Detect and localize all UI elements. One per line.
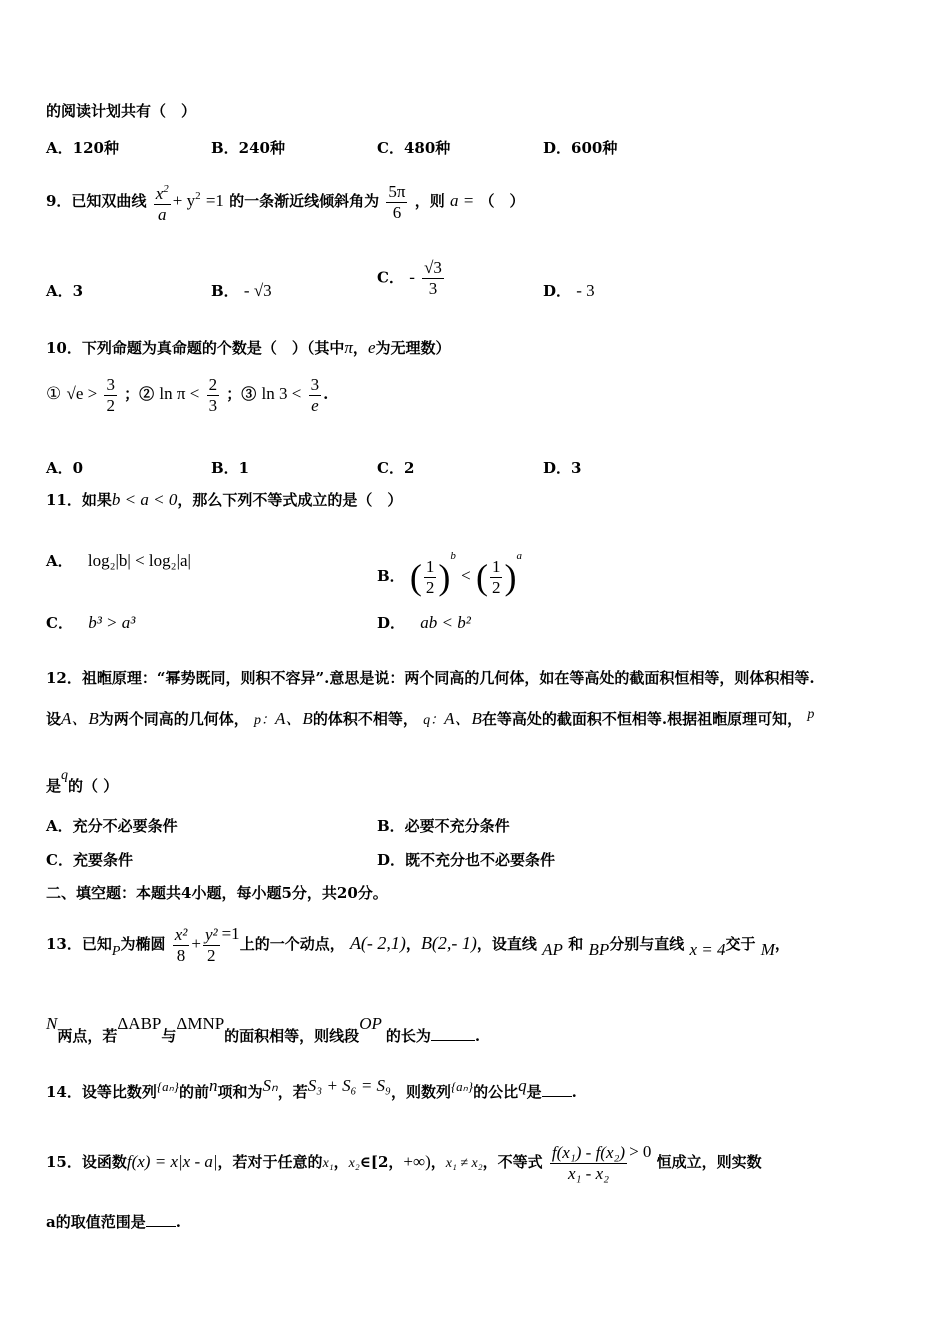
q11-stem	[46, 490, 402, 510]
q13-tri2: ΔMNP	[176, 1014, 225, 1033]
q12-option-c[interactable]: C．充要条件	[46, 851, 133, 869]
q13-d: ，设直线	[476, 935, 537, 953]
q10-p3-expr: ln 3 <	[261, 384, 302, 403]
q11-option-b-frac2	[490, 557, 503, 598]
q11-option-c-expr: b³ > a³	[88, 613, 136, 632]
q10-option-d[interactable]: D．3	[543, 459, 582, 477]
q9-eq-rest: + y	[172, 191, 196, 210]
q10-p2-num: 2	[208, 374, 218, 394]
q14-n: n	[208, 1076, 218, 1095]
q10-end: .	[323, 385, 329, 403]
q13-line2	[46, 1006, 480, 1054]
q10-p1-expr: √e >	[66, 384, 98, 403]
q14-seq-1: {aₙ}	[156, 1079, 179, 1094]
q15-frac-num: f(x₁) - f(x₂)	[551, 1142, 626, 1162]
q13-end: .	[474, 1027, 481, 1045]
q9-eq-den: a	[157, 205, 167, 224]
q13-frac2	[203, 925, 220, 966]
q13-frac1	[173, 925, 190, 966]
q9-eq-num: x	[155, 184, 164, 203]
q14-seq-2: {aₙ}	[450, 1079, 474, 1094]
q13-c: 上的一个动点，	[239, 935, 345, 953]
q13-h: ，	[774, 935, 790, 953]
q15-x1: x₁	[322, 1156, 334, 1171]
q13-point-b: B(2,- 1)	[420, 933, 477, 953]
q10-p2-den: 3	[208, 395, 218, 415]
q13-g: 交于	[725, 935, 756, 953]
q11-option-d-label: D．	[377, 614, 406, 632]
q8-option-a[interactable]: A．120种	[46, 139, 119, 157]
q11-option-a[interactable]	[46, 550, 191, 571]
q11-exp-a: a	[516, 550, 522, 562]
q15-neq: x₁ ≠ x₂	[445, 1156, 483, 1171]
q14-sn: Sₙ	[262, 1076, 278, 1095]
q13-eq: =1	[221, 924, 240, 943]
q10-p1-den: 2	[106, 395, 115, 415]
q15-gt: > 0	[629, 1142, 652, 1161]
q9-option-b[interactable]	[211, 280, 272, 301]
q11-option-b-label: B．	[377, 567, 405, 585]
q9-hyperbola-frac: $\frac{x^2}{a}$	[154, 179, 171, 225]
q9-stem: 9．已知双曲线 $\frac{x^2}{a}$ + $y^2 =1$ 的一条渐近线倾斜角为 $\frac{5\pi}{6}$ ，则 a = （ ）	[46, 176, 524, 225]
q13-i: 两点，若	[57, 1027, 118, 1045]
q13-e1-num: x²	[174, 924, 188, 944]
q9-option-a[interactable]: A．3	[46, 282, 84, 300]
q9-option-c-num: √3	[424, 258, 442, 277]
q15-f: ，不等式	[482, 1153, 543, 1171]
q9-option-c[interactable]	[377, 258, 446, 299]
q15-g: 恒成立，则实数	[656, 1153, 762, 1171]
q11-exp-b: b	[450, 550, 456, 562]
q9-option-c-den: 3	[428, 279, 438, 298]
q13-n: N	[46, 1014, 58, 1033]
q11-stem-b: ，那么下列不等式成立的是（ ）	[177, 491, 403, 509]
q15-line1	[46, 1124, 762, 1192]
q15-e: ，	[430, 1153, 446, 1171]
q13-bp: BP	[588, 940, 610, 959]
q8-option-c[interactable]: C．480种	[377, 139, 451, 157]
q9-angle-num: 5π	[388, 181, 406, 201]
section-2-heading: 二、填空题：本题共4小题，每小题5分，共20分。	[46, 884, 388, 902]
q13-op: OP	[359, 1014, 382, 1033]
q11-option-a-expr: log₂|b| < log₂|a|	[87, 551, 191, 570]
q11-option-a-label: A．	[46, 552, 73, 570]
q9-option-c-neg: -	[409, 267, 415, 287]
q9-eq-eq: =1	[205, 191, 224, 210]
q15-inf: +∞)	[403, 1152, 431, 1171]
q13-tri1: ΔABP	[117, 1014, 162, 1033]
q10-p1-frac	[104, 375, 117, 416]
q12-line3-a: 是	[46, 777, 62, 795]
q15-end: .	[175, 1213, 181, 1231]
q10-e: e	[367, 338, 376, 357]
q10-p3-frac	[309, 375, 322, 416]
q14-g: 是	[526, 1083, 542, 1101]
q9-option-c-frac	[422, 258, 444, 299]
q8-option-b[interactable]: B．240种	[211, 139, 285, 157]
q14-e: ，则数列	[390, 1083, 451, 1101]
q13-l: 的长为	[385, 1027, 431, 1045]
q14-f: 的公比	[473, 1083, 519, 1101]
q10-p3-num: 3	[310, 374, 320, 394]
q15-c: ，	[333, 1153, 349, 1171]
q12-line2-c: 的体积不相等，	[312, 710, 418, 728]
q10-p3-den: e	[311, 395, 319, 415]
q11-option-d[interactable]	[377, 612, 471, 633]
q13-comma: ，	[405, 935, 421, 953]
q9-angle-frac	[386, 182, 407, 223]
q14-a: 14．设等比数列	[46, 1083, 157, 1101]
q13-point-a: A(- 2,1)	[349, 933, 406, 953]
q11-option-b-lt: <	[461, 566, 471, 585]
q12-option-b[interactable]: B．必要不充分条件	[377, 817, 510, 835]
q15-x2: x₂	[348, 1156, 360, 1171]
q14-d: ，若	[277, 1083, 308, 1101]
q12-line2-d: 在等高处的截面积不恒相等.根据祖暅原理可知，	[481, 710, 803, 728]
q12-option-a[interactable]: A．充分不必要条件	[46, 817, 178, 835]
q14-eq: S₃ + S₆ = S₉	[307, 1076, 391, 1095]
q10-p2-expr: ln π <	[159, 384, 200, 403]
q11-option-c-label: C．	[46, 614, 73, 632]
q15-b: ，若对于任意的	[217, 1153, 323, 1171]
q13-f: 分别与直线	[609, 935, 685, 953]
q12-line3-b: 的（ ）	[68, 777, 119, 795]
q15-answer-blank[interactable]	[146, 1212, 176, 1227]
q11-stem-a: 11．如果	[46, 491, 112, 509]
q10-option-a[interactable]: A．0	[46, 459, 84, 477]
q12-q-label: q：	[423, 713, 445, 728]
q12-q: q	[61, 768, 69, 783]
q15-frac-den: x₁ - x₂	[567, 1163, 610, 1183]
q10-stem	[46, 338, 451, 358]
q13-e: 和	[568, 935, 584, 953]
q9-option-c-label: C．	[377, 268, 404, 287]
q9-angle-den: 6	[392, 202, 402, 222]
q12-ab-1: A、B	[61, 709, 99, 728]
q15-d: ∈[2，	[359, 1153, 404, 1171]
q15-line2	[46, 1212, 181, 1232]
q11-cond: b < a < 0	[111, 490, 178, 509]
q14-end: .	[571, 1083, 577, 1101]
q13-answer-blank[interactable]	[431, 1026, 475, 1041]
q11-option-b[interactable]: B． ( $\frac{1}{2}$ )$^b$ < ( $\frac{1}{2}$ )$^a$	[377, 550, 522, 597]
q13-e2-den: 2	[207, 945, 216, 965]
q12-p: p	[807, 707, 815, 722]
q9-stem-d: （ ）	[479, 192, 525, 210]
q15-frac	[550, 1143, 627, 1184]
q14-b: 的前	[178, 1083, 209, 1101]
q10-sep2: ；③	[226, 385, 257, 403]
q11-half-num-2: 1	[491, 556, 501, 576]
q13-plus: +	[191, 934, 201, 953]
q14-c: 项和为	[217, 1083, 263, 1101]
q10-p1-label: ①	[46, 384, 62, 403]
q9-stem-c: ，则	[414, 192, 445, 210]
q11-half-den-2: 2	[491, 577, 501, 597]
q9-stem-a: 9．已知双曲线	[46, 192, 147, 210]
q13-k: 的面积相等，则线段	[224, 1027, 360, 1045]
q10-stem-a: 10．下列命题为真命题的个数是（ ）（其中	[46, 339, 345, 357]
q9-option-d-val: - 3	[576, 281, 595, 300]
q10-option-c[interactable]: C．2	[377, 459, 415, 477]
q14-line	[46, 1068, 577, 1110]
q11-option-d-expr: ab < b²	[420, 613, 471, 632]
q9-stem-b: 的一条渐近线倾斜角为	[229, 192, 380, 210]
q13-p: P	[111, 944, 121, 959]
q15-func: f(x) = x|x - a|	[126, 1152, 218, 1171]
q13-m: M	[760, 940, 775, 959]
q12-option-d[interactable]: D．既不充分也不必要条件	[377, 851, 556, 869]
q12-line2-a: 设	[46, 710, 62, 728]
q15-line2-text: a的取值范围是	[46, 1213, 146, 1231]
q12-line2-b: 为两个同高的几何体，	[98, 710, 249, 728]
q13-e1-den: 8	[176, 945, 186, 965]
q14-q: q	[518, 1076, 527, 1095]
q10-stem-b: ，	[352, 339, 368, 357]
q12-line3	[46, 766, 118, 796]
q12-line1: 12．祖暅原理：“幂势既同，则积不容异”.意思是说：两个同高的几何体，如在等高处的截面积恒相等，则体积相等.	[46, 669, 815, 687]
q13-line1	[46, 910, 790, 976]
q15-a: 15．设函数	[46, 1153, 127, 1171]
q9-option-b-val: - √3	[243, 281, 272, 300]
q13-a: 13．已知	[46, 935, 112, 953]
q14-answer-blank[interactable]	[542, 1082, 572, 1097]
q11-option-b-frac1	[424, 557, 437, 598]
q13-x4: x = 4	[689, 940, 726, 959]
q8-stem-tail: 的阅读计划共有（ ）	[46, 102, 197, 120]
q11-half-den-1: 2	[425, 577, 435, 597]
q10-p2-frac	[207, 375, 220, 416]
q9-option-b-label: B．	[211, 282, 239, 300]
q12-line2	[46, 705, 814, 731]
q13-e2-num: y²	[204, 924, 218, 944]
q11-half-num-1: 1	[425, 556, 435, 576]
q8-option-d[interactable]: D．600种	[543, 139, 618, 157]
q10-pi: π	[344, 338, 353, 357]
q12-p-label: p：	[254, 713, 276, 728]
q10-option-b[interactable]: B．1	[211, 459, 250, 477]
q10-stem-c: 为无理数）	[375, 339, 451, 357]
q9-var: a =	[449, 191, 475, 210]
q13-ap: AP	[542, 940, 563, 959]
q10-sep1: ；②	[124, 385, 155, 403]
q12-ab-3: A、B	[444, 709, 482, 728]
q9-option-d-label: D．	[543, 282, 572, 300]
q11-option-c[interactable]	[46, 612, 135, 633]
q10-p1-num: 3	[106, 374, 115, 394]
q12-ab-2: A、B	[275, 709, 313, 728]
q10-propositions	[46, 372, 328, 416]
q13-b: 为椭圆	[120, 935, 166, 953]
q13-j: 与	[161, 1027, 177, 1045]
q9-option-d[interactable]	[543, 280, 595, 301]
